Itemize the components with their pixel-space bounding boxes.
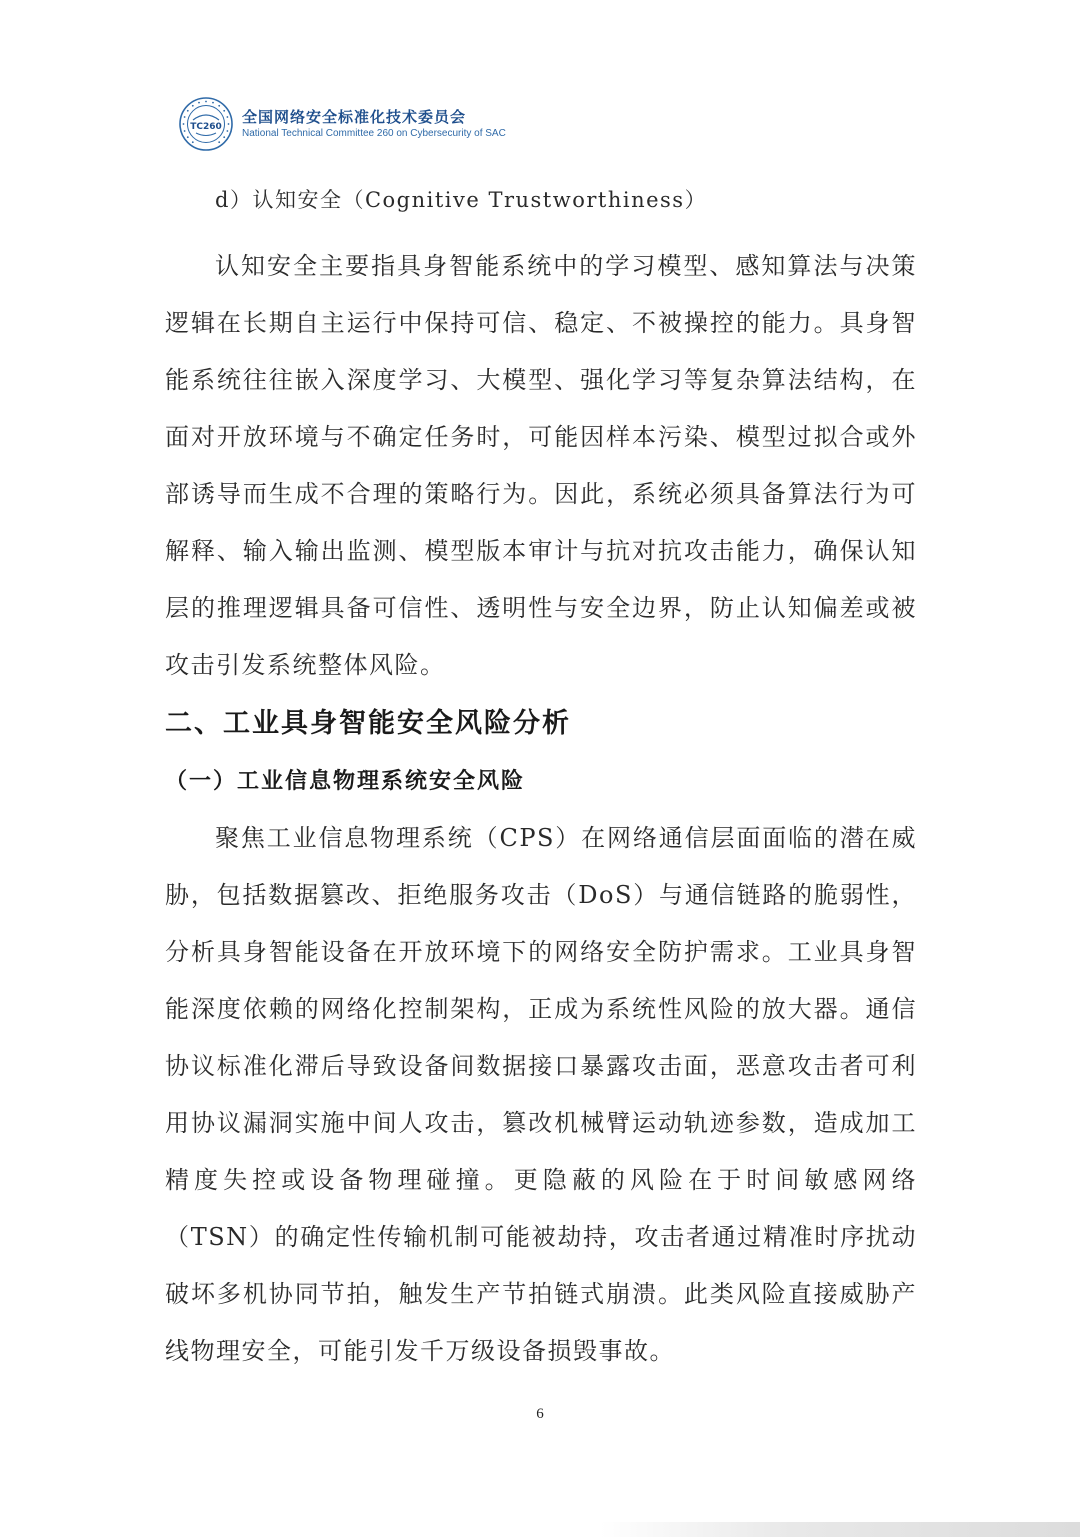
tc260-seal-logo (178, 96, 234, 152)
section-d-heading: d）认知安全（Cognitive Trustworthiness） (215, 188, 708, 212)
org-name-en: National Technical Committee 260 on Cybersecurity of SAC (242, 127, 506, 139)
scan-edge-shadow (600, 1522, 1080, 1537)
document-body (165, 180, 917, 1380)
chapter-heading: 二、工业具身智能安全风险分析 (165, 708, 571, 739)
cps-paragraph: 聚焦工业信息物理系统（CPS）在网络通信层面面临的潜在威胁，包括数据篡改、拒绝服务攻击（DoS）与通信链路的脆弱性，分析具身智能设备在开放环境下的网络安全防护需求。工业具身智能深度依赖的网络化控制架构，正成为系统性风险的放大器。通信协议标准化滞后导致设备间数据接口暴露攻击面，恶意攻击者可利用协议漏洞实施中间人攻击，篡改机械臂运动轨迹参数，造成加工精度失控或设备物理碰撞。更隐蔽的风险在于时间敏感网络（TSN）的确定性传输机制可能被劫持，攻击者通过精准时序扰动破坏多机协同节拍，触发生产节拍链式崩溃。此类风险直接威胁产线物理安全，可能引发千万级设备损毁事故。 (165, 824, 917, 1365)
section-d-paragraph: 认知安全主要指具身智能系统中的学习模型、感知算法与决策逻辑在长期自主运行中保持可信、稳定、不被操控的能力。具身智能系统往往嵌入深度学习、大模型、强化学习等复杂算法结构，在面对开放环境与不确定任务时，可能因样本污染、模型过拟合或外部诱导而生成不合理的策略行为。因此，系统必须具备算法行为可解释、输入输出监测、模型版本审计与抗对抗攻击能力，确保认知层的推理逻辑具备可信性、透明性与安全边界，防止认知偏差或被攻击引发系统整体风险。 (165, 252, 917, 679)
subsection-heading: （一）工业信息物理系统安全风险 (165, 769, 526, 794)
header-logo-block (178, 93, 506, 155)
org-name-block (242, 108, 506, 141)
seal-logo-text: TC260 (190, 122, 222, 132)
page-number: 6 (536, 1406, 544, 1422)
org-name-cn: 全国网络安全标准化技术委员会 (242, 107, 467, 126)
